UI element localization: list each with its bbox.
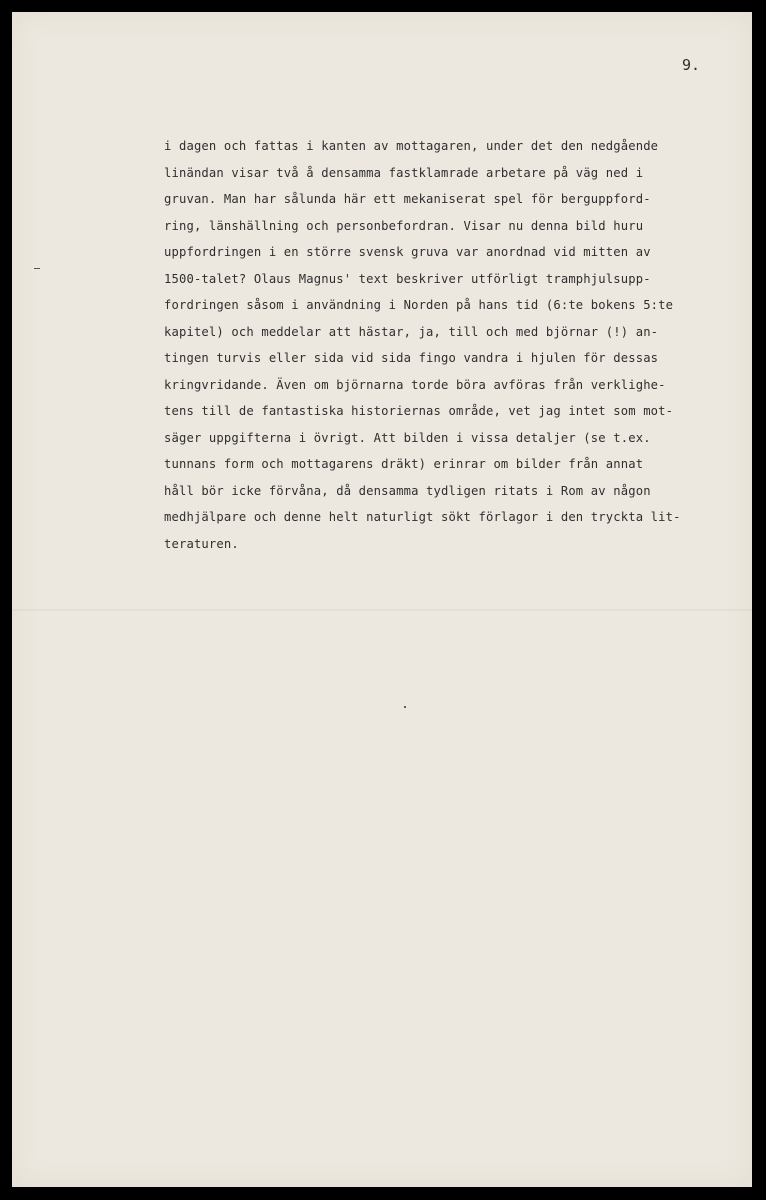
text-line: teraturen. [164,536,239,551]
text-line: kringvridande. Även om björnarna torde böra avföras från verklighe- [164,377,666,392]
paper-fold [12,609,752,611]
text-line: säger uppgifterna i övrigt. Att bilden i vissa detaljer (se t.ex. [164,430,651,445]
text-line: gruvan. Man har sålunda här ett mekaniserat spel för berguppford- [164,192,651,206]
page-number: 9. [682,56,701,74]
paper-speck [404,706,406,708]
margin-mark [34,268,40,269]
text-line: kapitel) och meddelar att hästar, ja, till och med björnar (!) an- [164,324,659,339]
text-line: linändan visar två å densamma fastklamrade arbetare på väg ned i [164,165,644,180]
body-text [164,133,744,557]
text-line: fordringen såsom i användning i Norden på hans tid (6:te bokens 5:te [164,298,674,312]
text-line: tunnans form och mottagarens dräkt) erinrar om bilder från annat [164,457,644,471]
text-line: tens till de fantastiska historiernas område, vet jag intet som mot- [164,404,674,418]
text-line: ring, länshällning och personbefordran. Visar nu denna bild huru [164,218,644,233]
text-line: i dagen och fattas i kanten av mottagaren, under det den nedgående [164,139,659,153]
text-line: uppfordringen i en större svensk gruva var anordnad vid mitten av [164,245,651,259]
text-line: 1500-talet? Olaus Magnus' text beskriver utförligt tramphjulsupp- [164,271,651,286]
document-page [12,12,752,1187]
text-line: medhjälpare och denne helt naturligt sökt förlagor i den tryckta lit- [164,510,681,524]
text-line: håll bör icke förvåna, då densamma tydligen ritats i Rom av någon [164,483,651,498]
text-line: tingen turvis eller sida vid sida fingo vandra i hjulen för dessas [164,351,659,365]
